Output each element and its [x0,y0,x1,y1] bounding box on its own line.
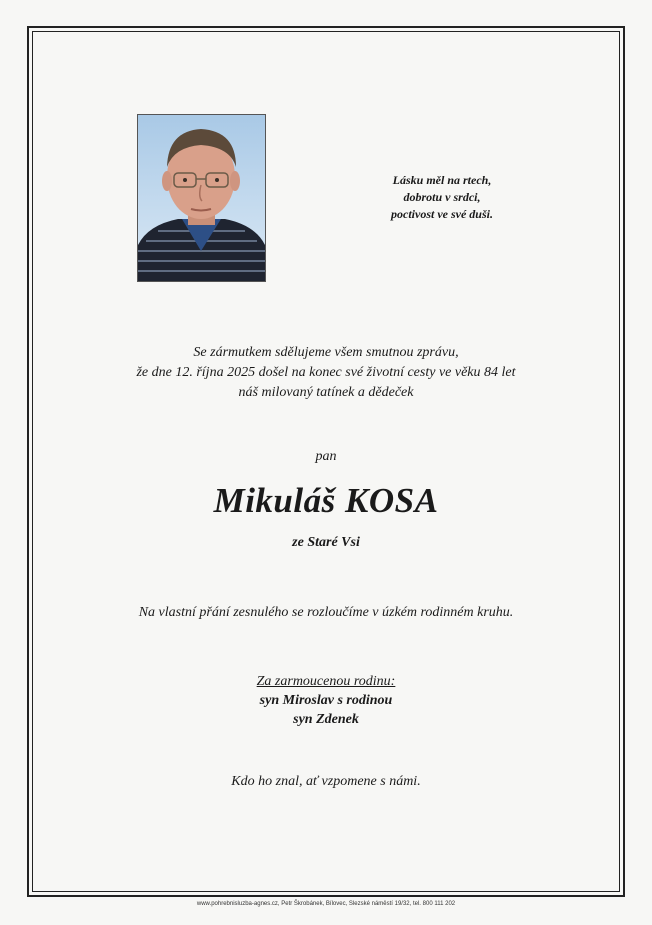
footer-contact: www.pohrebnisluzba-agnes.cz, Petr Škrobánek, Bílovec, Slezské náměstí 19/32, tel. 800 111 202 [196,901,456,907]
motto-line: Lásku měl na rtech, [392,173,492,187]
portrait-photo [137,114,266,282]
announcement [40,343,612,403]
announcement-line: náš milovaný tatínek a dědeček [238,385,414,400]
origin: ze Staré Vsi [292,535,360,550]
family-member: syn Zdenek [293,712,359,727]
closing-line: Kdo ho znal, ať vzpomene s námi. [231,774,421,789]
announcement-line: Se zármutkem sdělujeme všem smutnou zprávu, [193,345,459,360]
motto-line: dobrotu v srdci, [403,190,481,204]
family-member: syn Miroslav s rodinou [259,693,393,708]
salutation: pan [315,449,337,464]
motto [372,172,512,223]
deceased-name: Mikuláš KOSA [213,481,439,520]
announcement-line: že dne 12. října 2025 došel na konec své životní cesty ve věku 84 let [136,365,516,380]
motto-line: poctivost ve své duši. [391,207,493,221]
funeral-wish: Na vlastní přání zesnulého se rozloučíme v úzkém rodinném kruhu. [138,605,514,620]
family-block [40,672,612,729]
family-heading: Za zarmoucenou rodinu: [256,674,396,689]
